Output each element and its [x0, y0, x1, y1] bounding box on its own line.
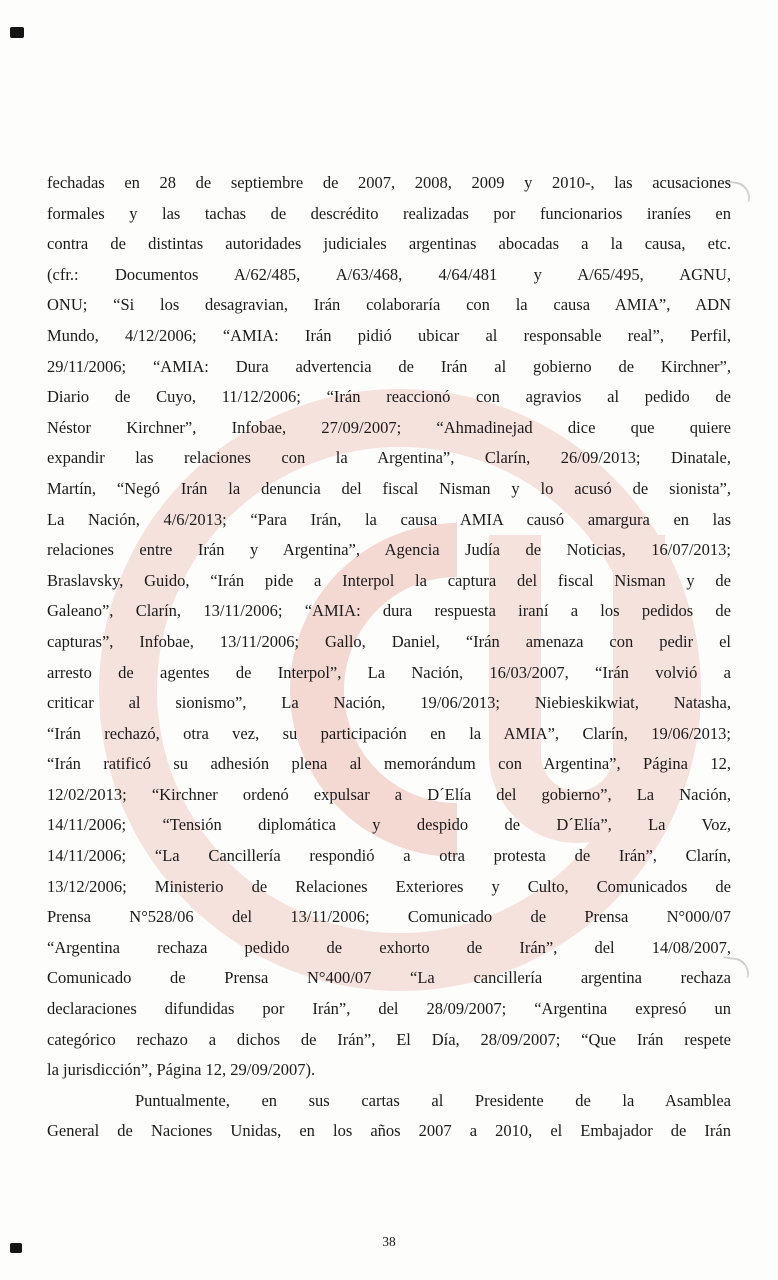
text-line: 14/11/2006; “La Cancillería respondió a otra protesta de Irán”, Clarín,: [47, 846, 731, 866]
text-line: Diario de Cuyo, 11/12/2006; “Irán reaccionó con agravios al pedido de: [47, 387, 731, 407]
text-line: relaciones entre Irán y Argentina”, Agencia Judía de Noticias, 16/07/2013;: [47, 540, 731, 560]
text-line: declaraciones difundidas por Irán”, del 28/09/2007; “Argentina expresó un: [47, 999, 731, 1019]
text-line: La Nación, 4/6/2013; “Para Irán, la causa AMIA causó amargura en las: [47, 509, 731, 529]
text-line: formales y las tachas de descrédito realizadas por funcionarios iraníes en: [47, 203, 731, 223]
text-line: Prensa N°528/06 del 13/11/2006; Comunicado de Prensa N°000/07: [47, 907, 731, 927]
text-line: Martín, “Negó Irán la denuncia del fiscal Nisman y lo acusó de sionista”,: [47, 478, 731, 498]
text-line: la jurisdicción”, Página 12, 29/09/2007).: [47, 1060, 316, 1080]
text-line: arresto de agentes de Interpol”, La Nación, 16/03/2007, “Irán volvió a: [47, 662, 731, 682]
corner-mark-top: [10, 27, 24, 38]
text-line: 12/02/2013; “Kirchner ordenó expulsar a D´Elía del gobierno”, La Nación,: [47, 784, 731, 804]
text-line: Puntualmente, en sus cartas al Presidente de la Asamblea: [135, 1090, 731, 1110]
text-line: “Irán rechazó, otra vez, su participación en la AMIA”, Clarín, 19/06/2013;: [47, 723, 731, 743]
paragraph-2: [47, 1086, 731, 1147]
text-line: capturas”, Infobae, 13/11/2006; Gallo, Daniel, “Irán amenaza con pedir el: [47, 631, 731, 651]
text-line: “Irán ratificó su adhesión plena al memorándum con Argentina”, Página 12,: [47, 754, 731, 774]
text-line: contra de distintas autoridades judiciales argentinas abocadas a la causa, etc.: [47, 234, 731, 254]
text-block: [47, 168, 731, 1147]
text-line: 29/11/2006; “AMIA: Dura advertencia de Irán al gobierno de Kirchner”,: [47, 356, 731, 376]
page-number: 38: [382, 1234, 396, 1249]
text-line: Comunicado de Prensa N°400/07 “La cancillería argentina rechaza: [47, 968, 731, 988]
text-line: criticar al sionismo”, La Nación, 19/06/2013; Niebieskikwiat, Natasha,: [47, 693, 731, 713]
text-line: General de Naciones Unidas, en los años 2007 a 2010, el Embajador de Irán: [47, 1121, 731, 1141]
text-line: Mundo, 4/12/2006; “AMIA: Irán pidió ubicar al responsable real”, Perfil,: [47, 325, 731, 345]
text-line: (cfr.: Documentos A/62/485, A/63/468, 4/64/481 y A/65/495, AGNU,: [47, 264, 731, 284]
text-line: categórico rechazo a dichos de Irán”, El Día, 28/09/2007; “Que Irán respete: [47, 1029, 731, 1049]
text-line: 14/11/2006; “Tensión diplomática y despido de D´Elía”, La Voz,: [47, 815, 731, 835]
text-line: Braslavsky, Guido, “Irán pide a Interpol la captura del fiscal Nisman y de: [47, 570, 731, 590]
text-line: expandir las relaciones con la Argentina”, Clarín, 26/09/2013; Dinatale,: [47, 448, 731, 468]
text-line: Néstor Kirchner”, Infobae, 27/09/2007; “Ahmadinejad dice que quiere: [47, 417, 731, 437]
corner-mark-bottom: [10, 1243, 22, 1253]
text-line: Galeano”, Clarín, 13/11/2006; “AMIA: dura respuesta iraní a los pedidos de: [47, 601, 731, 621]
paragraph-1: [47, 168, 731, 1086]
text-line: “Argentina rechaza pedido de exhorto de Irán”, del 14/08/2007,: [47, 937, 731, 957]
text-line: ONU; “Si los desagravian, Irán colaboraría con la causa AMIA”, ADN: [47, 295, 731, 315]
text-line: 13/12/2006; Ministerio de Relaciones Exteriores y Culto, Comunicados de: [47, 876, 731, 896]
text-line: fechadas en 28 de septiembre de 2007, 2008, 2009 y 2010-, las acusaciones: [47, 173, 731, 192]
